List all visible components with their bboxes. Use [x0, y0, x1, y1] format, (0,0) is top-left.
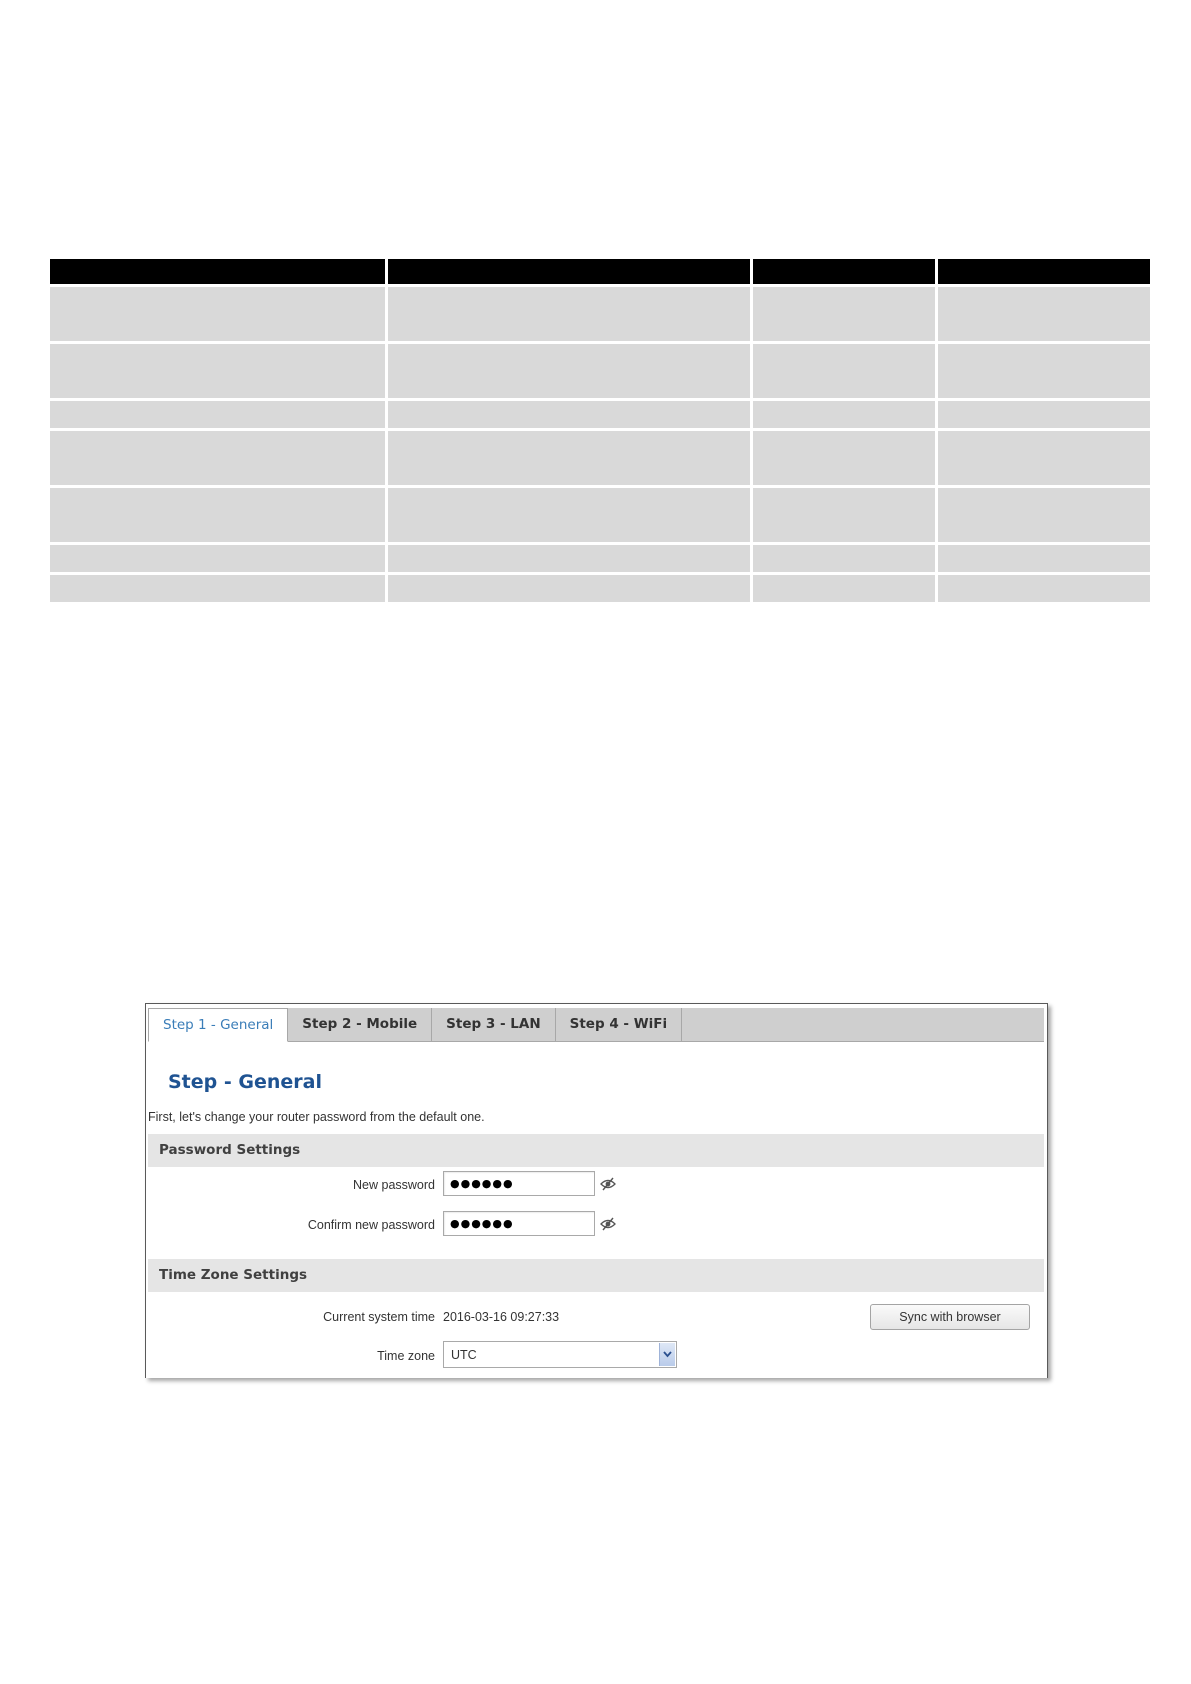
- table-cell: [938, 488, 1150, 542]
- tab-step-4-wifi[interactable]: Step 4 - WiFi: [556, 1008, 682, 1041]
- intro-text: First, let's change your router password from the default one.: [148, 1110, 485, 1124]
- table-cell: [50, 488, 385, 542]
- tab-step-3-lan[interactable]: Step 3 - LAN: [432, 1008, 555, 1041]
- table-cell: [753, 401, 935, 428]
- table-row: [50, 431, 1150, 485]
- table-cell: [388, 287, 750, 341]
- table-cell: [50, 545, 385, 572]
- table-header-cell: [938, 259, 1150, 284]
- table-cell: [938, 431, 1150, 485]
- table-cell: [388, 431, 750, 485]
- table-cell: [50, 287, 385, 341]
- page-title: Step - General: [168, 1071, 322, 1093]
- table-cell: [50, 344, 385, 398]
- confirm-password-label: Confirm new password: [307, 1218, 435, 1232]
- new-password-input[interactable]: [443, 1171, 595, 1196]
- sync-with-browser-button[interactable]: Sync with browser: [870, 1304, 1030, 1330]
- document-table: [47, 256, 1153, 605]
- current-system-time-label: Current system time: [323, 1310, 435, 1324]
- table-header-cell: [50, 259, 385, 284]
- table-cell: [388, 545, 750, 572]
- table-row: [50, 545, 1150, 572]
- wizard-tab-bar: [148, 1008, 1044, 1042]
- time-zone-selected-value: UTC: [451, 1348, 477, 1362]
- chevron-down-icon[interactable]: [659, 1343, 675, 1366]
- table-cell: [938, 287, 1150, 341]
- table-header-cell: [388, 259, 750, 284]
- table-cell: [388, 344, 750, 398]
- table-cell: [938, 344, 1150, 398]
- tab-step-2-mobile[interactable]: Step 2 - Mobile: [288, 1008, 432, 1041]
- table-row: [50, 488, 1150, 542]
- table-cell: [753, 431, 935, 485]
- table-cell: [388, 488, 750, 542]
- new-password-label: New password: [353, 1178, 435, 1192]
- time-zone-label: Time zone: [377, 1349, 435, 1363]
- time-zone-settings-header: Time Zone Settings: [148, 1259, 1044, 1292]
- table-cell: [50, 575, 385, 602]
- table-cell: [938, 401, 1150, 428]
- confirm-password-input[interactable]: [443, 1211, 595, 1236]
- table-header-row: [50, 259, 1150, 284]
- show-password-icon[interactable]: [600, 1177, 616, 1191]
- router-setup-screenshot: [145, 1003, 1048, 1378]
- table-row: [50, 575, 1150, 602]
- current-system-time-value: 2016-03-16 09:27:33: [443, 1310, 560, 1324]
- table-cell: [753, 575, 935, 602]
- table-cell: [388, 575, 750, 602]
- table-cell: [753, 488, 935, 542]
- table-cell: [938, 575, 1150, 602]
- password-settings-header: Password Settings: [148, 1134, 1044, 1167]
- table-cell: [938, 545, 1150, 572]
- table-cell: [388, 401, 750, 428]
- table-row: [50, 287, 1150, 341]
- table-header-cell: [753, 259, 935, 284]
- table-cell: [50, 401, 385, 428]
- table-cell: [753, 545, 935, 572]
- table-cell: [753, 287, 935, 341]
- time-zone-select[interactable]: [443, 1341, 677, 1368]
- tab-step-1-general[interactable]: Step 1 - General: [148, 1008, 288, 1042]
- show-confirm-password-icon[interactable]: [600, 1217, 616, 1231]
- table-row: [50, 344, 1150, 398]
- table-cell: [753, 344, 935, 398]
- table-row: [50, 401, 1150, 428]
- table-cell: [50, 431, 385, 485]
